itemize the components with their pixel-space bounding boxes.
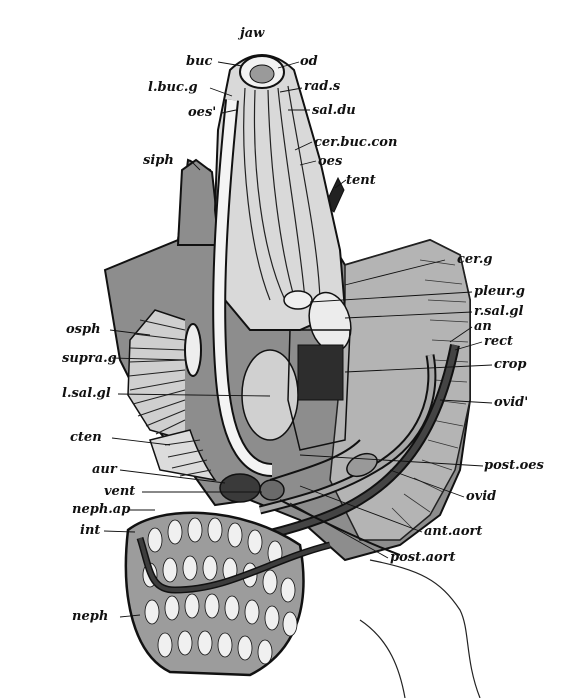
crop-dark-band <box>298 345 343 400</box>
label-osph: osph <box>66 322 101 337</box>
label-cten: cten <box>70 430 102 445</box>
label-l-sal-gl: l.sal.gl <box>62 386 111 401</box>
label-vent: vent <box>104 484 136 499</box>
label-ovid: ovid <box>466 489 497 504</box>
label-tent: tent <box>346 173 376 188</box>
label-rect: rect <box>484 334 514 349</box>
label-r-sal-gl: r.sal.gl <box>474 304 524 319</box>
label-siph: siph <box>143 153 174 168</box>
cerebral-ganglia <box>284 291 312 309</box>
auricle <box>220 474 260 502</box>
label-ant-aort: ant.aort <box>424 524 483 539</box>
label-aur: aur <box>92 462 117 477</box>
label-supra-g: supra.g <box>62 351 117 366</box>
ventricle <box>260 480 284 500</box>
label-rad-s: rad.s <box>304 79 341 94</box>
label-oes: oes <box>318 154 343 169</box>
label-crop: crop <box>494 357 527 372</box>
label-od: od <box>300 54 318 69</box>
buccal-mass <box>250 65 274 83</box>
label-neph-ap: neph.ap <box>72 502 131 517</box>
foot-outline <box>370 560 480 698</box>
label-l-buc-g: l.buc.g <box>148 80 198 95</box>
label-int: int <box>80 523 101 538</box>
label-post-oes: post.oes <box>484 458 544 473</box>
label-jaw: jaw <box>240 26 265 41</box>
supra-ganglion <box>185 324 201 376</box>
label-an: an <box>474 319 492 334</box>
label-neph: neph <box>72 609 109 624</box>
label-oes-prime: oes' <box>188 105 217 120</box>
label-sal-du: sal.du <box>312 103 356 118</box>
label-buc: buc <box>186 54 213 69</box>
label-pleur-g: pleur.g <box>474 284 526 299</box>
label-cer-buc-con: cer.buc.con <box>314 135 398 150</box>
label-cer-g: cer.g <box>457 252 493 267</box>
label-ovid-prime: ovid' <box>494 395 529 410</box>
label-post-aort: post.aort <box>390 550 456 565</box>
siphon <box>178 160 220 245</box>
